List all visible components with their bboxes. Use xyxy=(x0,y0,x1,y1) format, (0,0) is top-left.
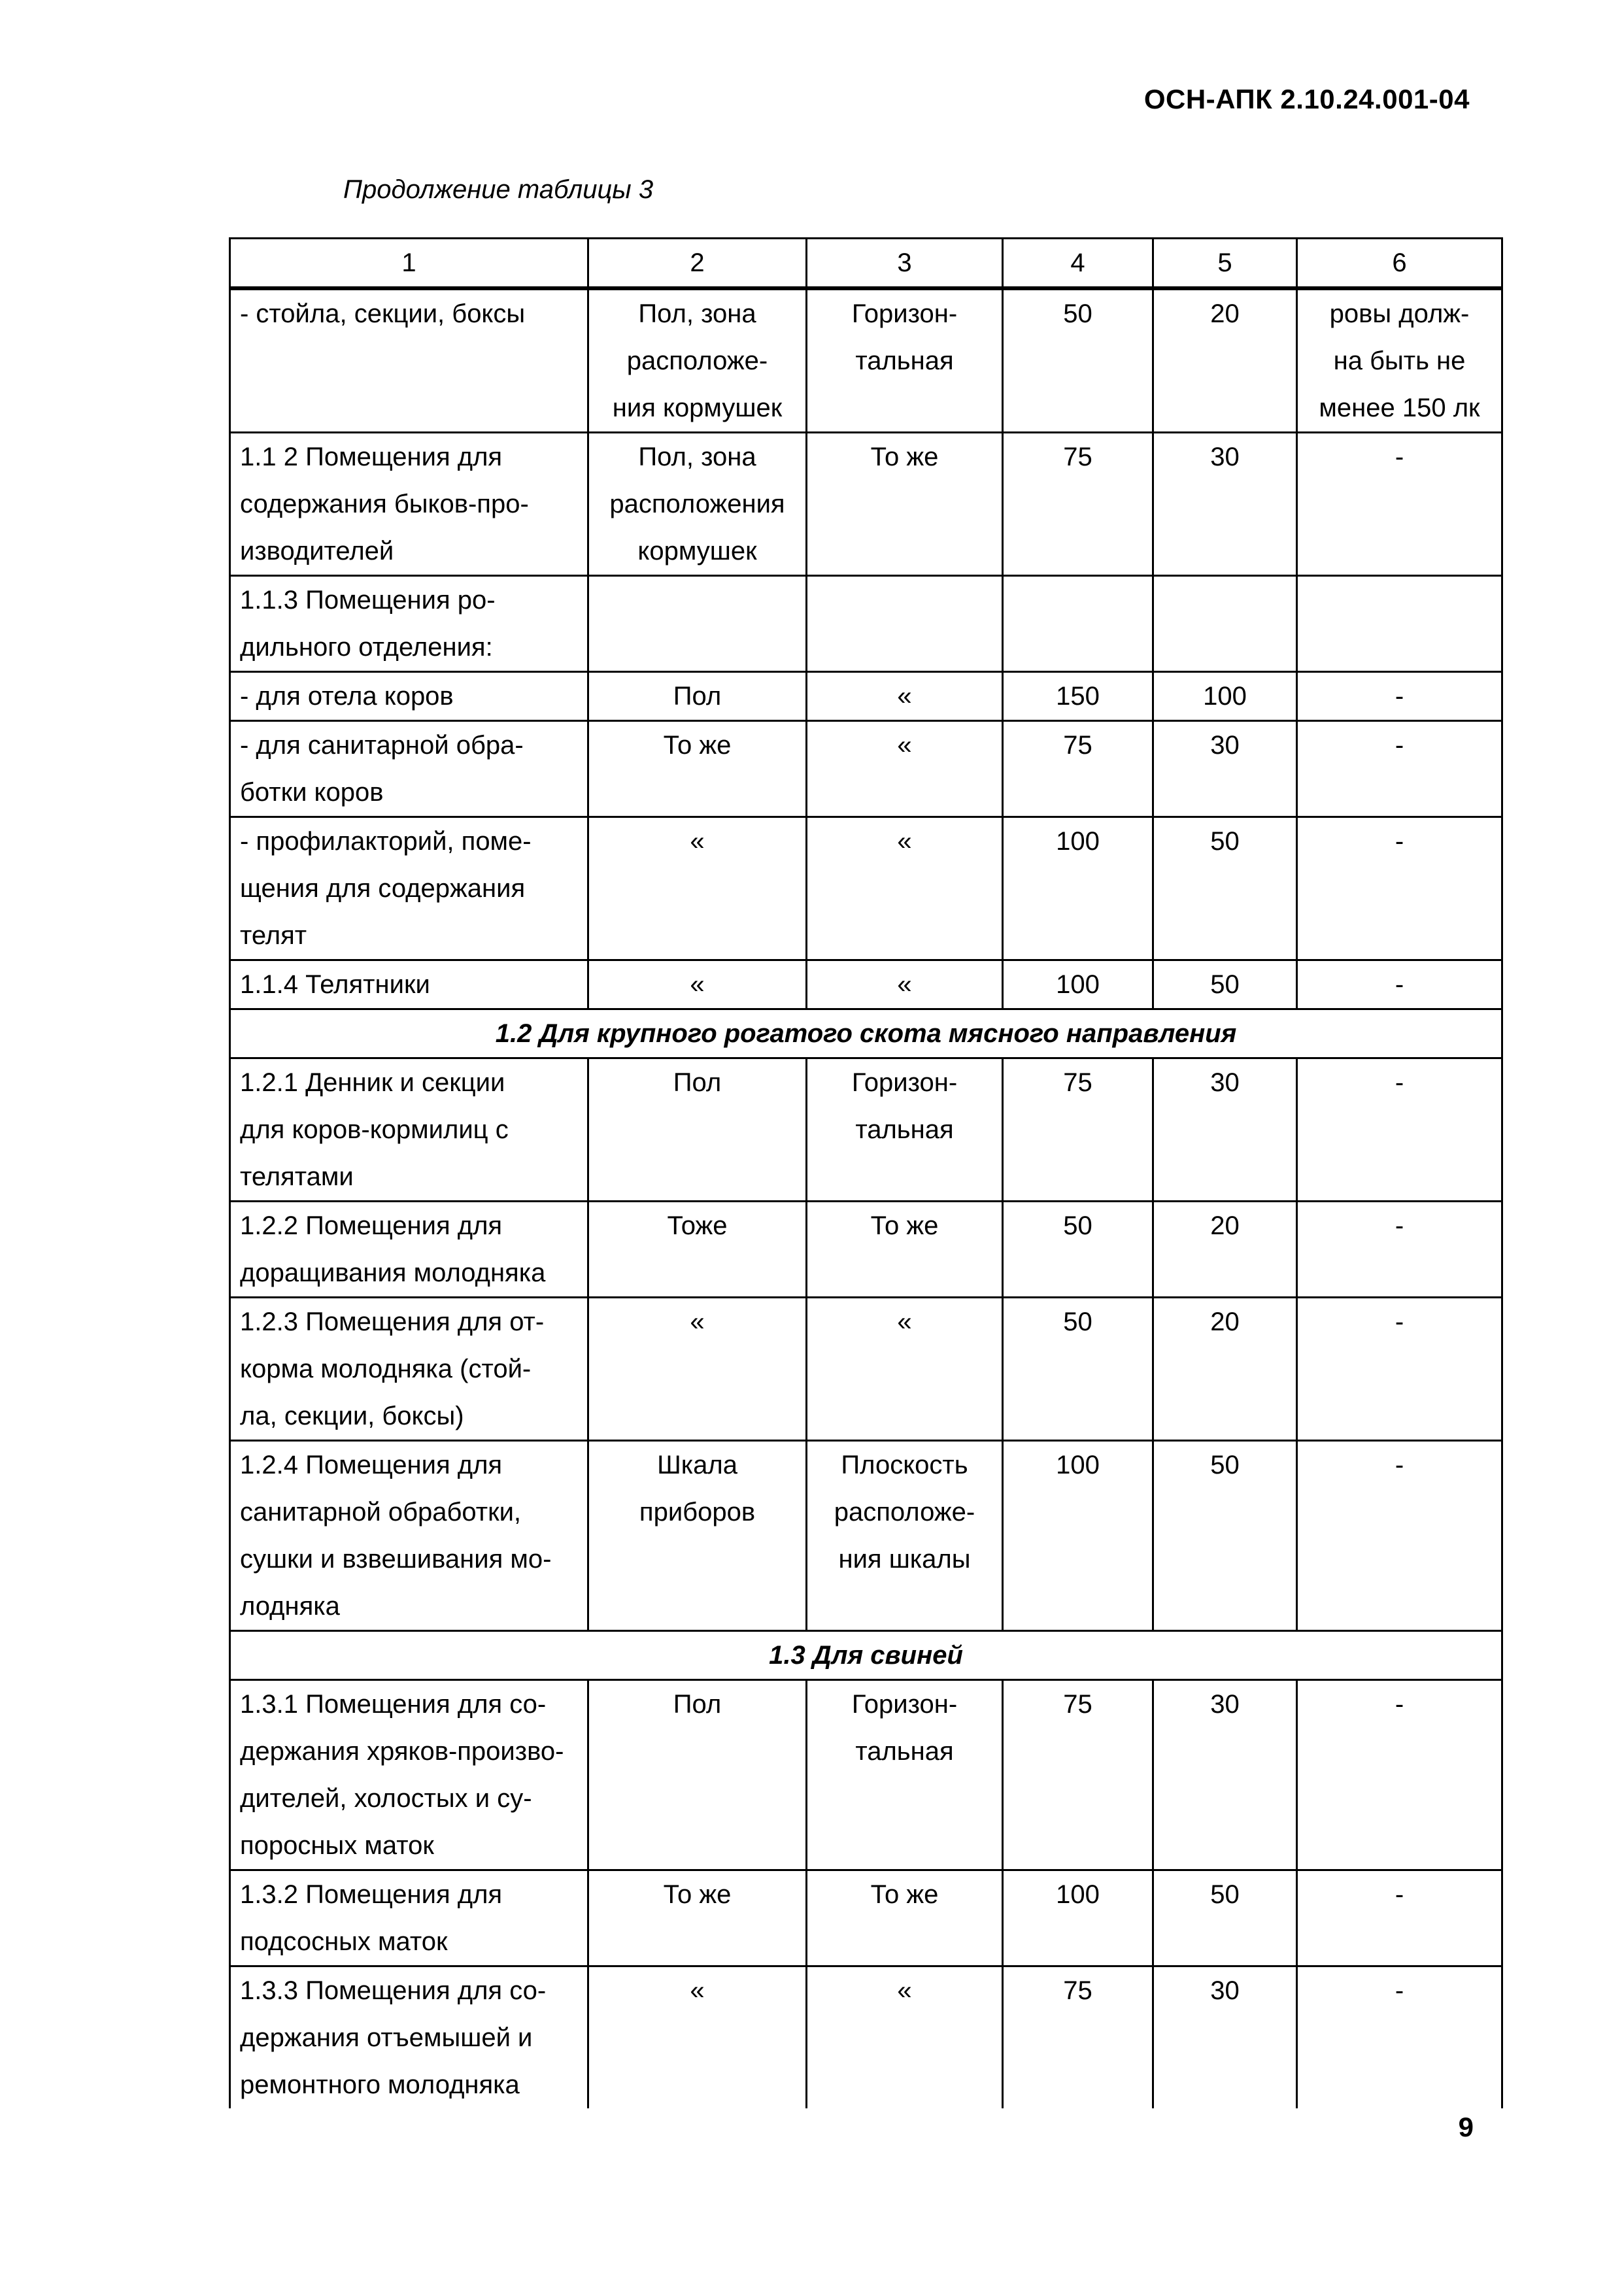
table-row xyxy=(230,576,1502,672)
note-cell xyxy=(1297,960,1502,1009)
note-cell xyxy=(1297,672,1502,721)
note-cell xyxy=(1297,817,1502,960)
cell-line: дильного отделения: xyxy=(240,633,493,662)
lux-combined-cell: 100 xyxy=(1003,817,1153,960)
table-row xyxy=(230,433,1502,576)
header-cell: 6 xyxy=(1297,239,1502,289)
lux-combined-cell: 150 xyxy=(1003,672,1153,721)
lux-combined-cell: 100 xyxy=(1003,1441,1153,1631)
cell-line: подсосных маток xyxy=(240,1927,448,1956)
cell-line: - xyxy=(1395,682,1404,711)
cell-line: 1.3.3 Помещения для со- xyxy=(240,1976,547,2005)
cell-line: Пол, зона xyxy=(638,443,756,471)
cell-line: держания отъемышей и xyxy=(240,2023,533,2052)
lux-general-cell: 50 xyxy=(1153,1870,1297,1966)
table-row xyxy=(230,1298,1502,1441)
lux-combined-cell: 75 xyxy=(1003,721,1153,817)
lux-general-cell: 50 xyxy=(1153,1441,1297,1631)
cell-line: приборов xyxy=(639,1498,756,1527)
note-cell xyxy=(1297,1870,1502,1966)
cell-line: 1.2.1 Денник и секции xyxy=(240,1068,505,1097)
cell-line: - xyxy=(1395,827,1404,856)
cell-line: « xyxy=(690,1976,705,2005)
surface-cell xyxy=(588,672,807,721)
lux-general-cell: 30 xyxy=(1153,721,1297,817)
cell-line: - xyxy=(1395,443,1404,471)
cell-line: Пол xyxy=(673,1068,722,1097)
cell-line: 1.2.4 Помещения для xyxy=(240,1451,503,1479)
cell-line: Горизон- xyxy=(851,1690,958,1719)
note-cell xyxy=(1297,1441,1502,1631)
cell-line: « xyxy=(897,731,912,760)
surface-cell xyxy=(588,817,807,960)
cell-line: лодняка xyxy=(240,1592,340,1621)
cell-line: доращивания молодняка xyxy=(240,1258,546,1287)
lux-combined-cell: 75 xyxy=(1003,1058,1153,1202)
room-cell xyxy=(230,1680,588,1870)
cell-line: ровы долж- xyxy=(1329,299,1470,328)
header-cell: 2 xyxy=(588,239,807,289)
surface-cell xyxy=(588,721,807,817)
surface-cell xyxy=(588,960,807,1009)
cell-line: 1.2.2 Помещения для xyxy=(240,1211,503,1240)
room-cell xyxy=(230,1870,588,1966)
table-row xyxy=(230,1870,1502,1966)
lux-general-cell: 50 xyxy=(1153,817,1297,960)
cell-line: То же xyxy=(663,1880,732,1909)
lux-general-cell: 20 xyxy=(1153,1298,1297,1441)
cell-line: Горизон- xyxy=(851,1068,958,1097)
cell-line: То же xyxy=(870,1211,939,1240)
table-body xyxy=(230,239,1502,2109)
plane-cell xyxy=(807,960,1003,1009)
cell-line: Горизон- xyxy=(851,299,958,328)
cell-line: « xyxy=(897,827,912,856)
plane-cell xyxy=(807,721,1003,817)
lux-general-cell: 20 xyxy=(1153,288,1297,433)
plane-cell xyxy=(807,1298,1003,1441)
lux-combined-cell: 75 xyxy=(1003,1966,1153,2109)
cell-line: - xyxy=(1395,731,1404,760)
header-cell: 3 xyxy=(807,239,1003,289)
room-cell xyxy=(230,576,588,672)
cell-line: телят xyxy=(240,921,307,950)
cell-line: кормушек xyxy=(637,537,757,565)
surface-cell xyxy=(588,433,807,576)
cell-line: 1.3.2 Помещения для xyxy=(240,1880,503,1909)
cell-line: - xyxy=(1395,1451,1404,1479)
lux-combined-cell: 75 xyxy=(1003,433,1153,576)
cell-line: « xyxy=(690,827,705,856)
table-row xyxy=(230,672,1502,721)
cell-line: ния шкалы xyxy=(838,1545,971,1574)
lux-general-cell: 30 xyxy=(1153,1680,1297,1870)
section-title: 1.3 Для свиней xyxy=(230,1631,1502,1680)
section-row xyxy=(230,1009,1502,1058)
note-cell xyxy=(1297,576,1502,672)
cell-line: корма молодняка (стой- xyxy=(240,1355,532,1383)
note-cell xyxy=(1297,1966,1502,2109)
cell-line: сушки и взвешивания мо- xyxy=(240,1545,552,1574)
surface-cell xyxy=(588,1870,807,1966)
surface-cell xyxy=(588,1202,807,1298)
cell-line: ла, секции, боксы) xyxy=(240,1402,464,1430)
lux-combined-cell: 50 xyxy=(1003,1298,1153,1441)
plane-cell xyxy=(807,1058,1003,1202)
cell-line: тальная xyxy=(855,1737,954,1766)
cell-line: « xyxy=(897,1307,912,1336)
cell-line: « xyxy=(690,1307,705,1336)
table-row xyxy=(230,817,1502,960)
table-row xyxy=(230,1966,1502,2109)
cell-line: - профилакторий, поме- xyxy=(240,827,532,856)
room-cell xyxy=(230,1966,588,2109)
surface-cell xyxy=(588,1058,807,1202)
cell-line: - xyxy=(1395,970,1404,999)
note-cell xyxy=(1297,1202,1502,1298)
cell-line: - xyxy=(1395,1307,1404,1336)
section-title: 1.2 Для крупного рогатого скота мясного направления xyxy=(230,1009,1502,1058)
surface-cell xyxy=(588,288,807,433)
table-row xyxy=(230,1058,1502,1202)
cell-line: ботки коров xyxy=(240,778,384,807)
table-row xyxy=(230,960,1502,1009)
cell-line: Пол, зона xyxy=(638,299,756,328)
table-row xyxy=(230,288,1502,433)
section-row xyxy=(230,1631,1502,1680)
note-cell xyxy=(1297,1298,1502,1441)
plane-cell xyxy=(807,817,1003,960)
room-cell xyxy=(230,1202,588,1298)
cell-line: менее 150 лк xyxy=(1319,394,1480,422)
table-row xyxy=(230,1202,1502,1298)
room-cell xyxy=(230,1441,588,1631)
room-cell xyxy=(230,433,588,576)
cell-line: « xyxy=(897,682,912,711)
cell-line: Плоскость xyxy=(841,1451,968,1479)
room-cell xyxy=(230,1298,588,1441)
cell-line: Тоже xyxy=(667,1211,728,1240)
cell-line: « xyxy=(690,970,705,999)
cell-line: телятами xyxy=(240,1162,354,1191)
cell-line: Пол xyxy=(673,682,722,711)
lux-general-cell: 20 xyxy=(1153,1202,1297,1298)
cell-line: То же xyxy=(870,443,939,471)
lux-general-cell: 30 xyxy=(1153,1966,1297,2109)
surface-cell xyxy=(588,1966,807,2109)
surface-cell xyxy=(588,1298,807,1441)
cell-line: ния кормушек xyxy=(612,394,783,422)
plane-cell xyxy=(807,672,1003,721)
cell-line: на быть не xyxy=(1333,346,1466,375)
lux-general-cell: 30 xyxy=(1153,1058,1297,1202)
surface-cell xyxy=(588,576,807,672)
plane-cell xyxy=(807,288,1003,433)
room-cell xyxy=(230,1058,588,1202)
page-number: 9 xyxy=(1458,2112,1474,2142)
header-cell: 4 xyxy=(1003,239,1153,289)
lux-general-cell: 30 xyxy=(1153,433,1297,576)
surface-cell xyxy=(588,1441,807,1631)
cell-line: - xyxy=(1395,1880,1404,1909)
note-cell xyxy=(1297,1680,1502,1870)
cell-line: 1.1.3 Помещения ро- xyxy=(240,586,496,615)
cell-line: - xyxy=(1395,1211,1404,1240)
table-caption: Продолжение таблицы 3 xyxy=(343,175,654,204)
surface-cell xyxy=(588,1680,807,1870)
cell-line: То же xyxy=(663,731,732,760)
plane-cell xyxy=(807,1441,1003,1631)
cell-line: тальная xyxy=(855,1115,954,1144)
header-cell: 5 xyxy=(1153,239,1297,289)
cell-line: Шкала xyxy=(657,1451,737,1479)
plane-cell xyxy=(807,1680,1003,1870)
room-cell xyxy=(230,721,588,817)
lux-combined-cell: 100 xyxy=(1003,1870,1153,1966)
plane-cell xyxy=(807,1966,1003,2109)
cell-line: 1.1.4 Телятники xyxy=(240,970,430,999)
cell-line: - для санитарной обра- xyxy=(240,731,524,760)
cell-line: - xyxy=(1395,1976,1404,2005)
cell-line: содержания быков-про- xyxy=(240,490,529,518)
cell-line: - для отела коров xyxy=(240,682,454,711)
cell-line: для коров-кормилиц с xyxy=(240,1115,509,1144)
table-header-row xyxy=(230,239,1502,289)
cell-line: 1.1 2 Помещения для xyxy=(240,443,503,471)
lux-general-cell xyxy=(1153,576,1297,672)
cell-line: ремонтного молодняка xyxy=(240,2070,520,2099)
lux-general-cell: 50 xyxy=(1153,960,1297,1009)
lux-combined-cell: 50 xyxy=(1003,288,1153,433)
cell-line: щения для содержания xyxy=(240,874,526,903)
lighting-norms-table xyxy=(229,237,1503,2108)
table-row xyxy=(230,1441,1502,1631)
lux-combined-cell: 100 xyxy=(1003,960,1153,1009)
cell-line: изводителей xyxy=(240,537,394,565)
note-cell xyxy=(1297,288,1502,433)
plane-cell xyxy=(807,433,1003,576)
room-cell xyxy=(230,817,588,960)
cell-line: То же xyxy=(870,1880,939,1909)
table-row xyxy=(230,721,1502,817)
cell-line: Пол xyxy=(673,1690,722,1719)
note-cell xyxy=(1297,721,1502,817)
cell-line: - xyxy=(1395,1690,1404,1719)
cell-line: 1.2.3 Помещения для от- xyxy=(240,1307,545,1336)
cell-line: 1.3.1 Помещения для со- xyxy=(240,1690,547,1719)
cell-line: тальная xyxy=(855,346,954,375)
cell-line: санитарной обработки, xyxy=(240,1498,522,1527)
header-cell: 1 xyxy=(230,239,588,289)
cell-line: дителей, холостых и су- xyxy=(240,1784,532,1813)
cell-line: расположе- xyxy=(834,1498,975,1527)
plane-cell xyxy=(807,1870,1003,1966)
room-cell xyxy=(230,288,588,433)
plane-cell xyxy=(807,576,1003,672)
cell-line: расположения xyxy=(609,490,785,518)
cell-line: - стойла, секции, боксы xyxy=(240,299,526,328)
lux-combined-cell: 75 xyxy=(1003,1680,1153,1870)
plane-cell xyxy=(807,1202,1003,1298)
lux-combined-cell xyxy=(1003,576,1153,672)
room-cell xyxy=(230,960,588,1009)
document-code: ОСН-АПК 2.10.24.001-04 xyxy=(1143,84,1470,114)
room-cell xyxy=(230,672,588,721)
note-cell xyxy=(1297,433,1502,576)
cell-line: расположе- xyxy=(626,346,768,375)
cell-line: « xyxy=(897,970,912,999)
cell-line: - xyxy=(1395,1068,1404,1097)
cell-line: « xyxy=(897,1976,912,2005)
lux-combined-cell: 50 xyxy=(1003,1202,1153,1298)
lux-general-cell: 100 xyxy=(1153,672,1297,721)
table-row xyxy=(230,1680,1502,1870)
cell-line: поросных маток xyxy=(240,1831,434,1860)
cell-line: держания хряков-произво- xyxy=(240,1737,564,1766)
note-cell xyxy=(1297,1058,1502,1202)
